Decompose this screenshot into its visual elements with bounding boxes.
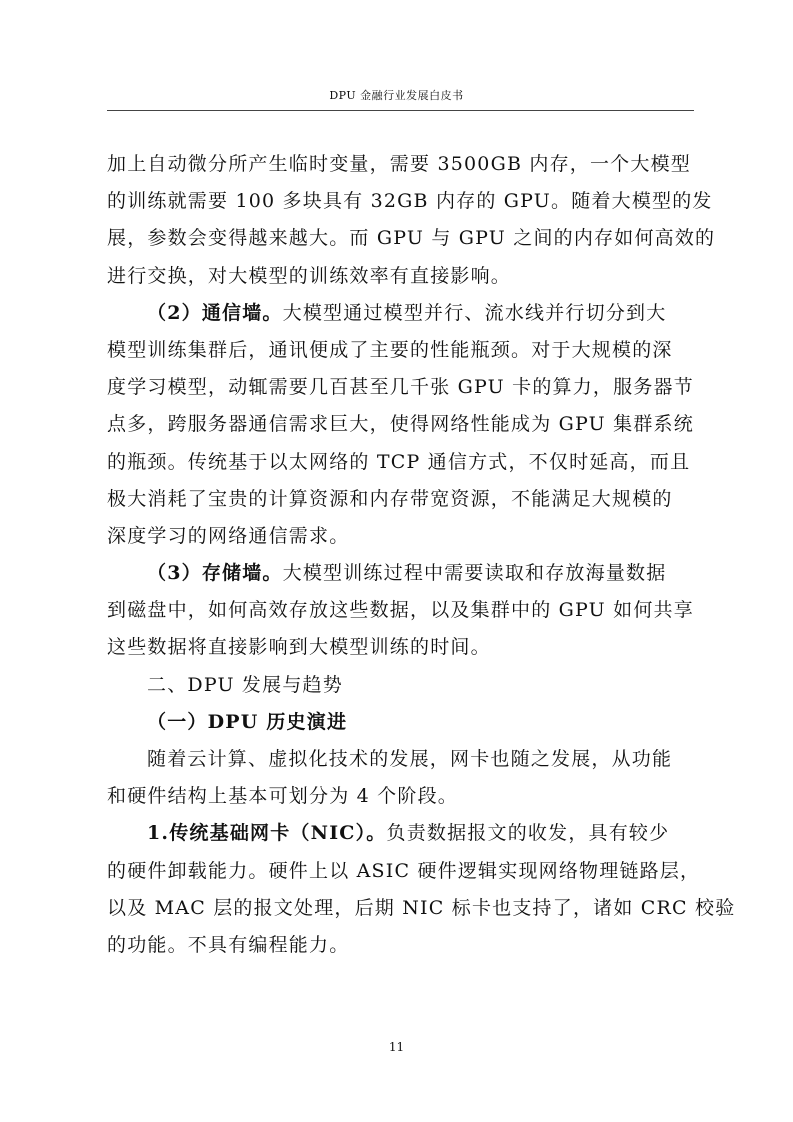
text-span: 大模型训练过程中需要读取和存放海量数据 [282, 562, 667, 585]
running-header: DPU 金融行业发展白皮书 [329, 89, 464, 102]
paragraph-communication-wall [107, 295, 694, 555]
page-body [107, 146, 736, 964]
text-line: 的功能。不具有编程能力。 [107, 933, 350, 956]
text-line [107, 295, 694, 332]
paragraph-traditional-nic [107, 815, 736, 964]
text-line: 加上自动微分所产生临时变量，需要 3500GB 内存，一个大模型 [107, 153, 691, 175]
text-line: 的训练就需要 100 多块具有 32GB 内存的 GPU。随着大模型的发 [107, 190, 713, 213]
text-line: 点多，跨服务器通信需求巨大，使得网络性能成为 GPU 集群系统 [107, 413, 694, 436]
paragraph-storage-wall [107, 555, 694, 667]
text-line: 到磁盘中，如何高效存放这些数据，以及集群中的 GPU 如何共享 [107, 599, 694, 622]
text-line: 随着云计算、虚拟化技术的发展，网卡也随之发展，从功能 [147, 748, 673, 770]
text-line: 和硬件结构上基本可划分为 4 个阶段。 [107, 785, 458, 808]
paragraph-memory-wall-continued [107, 146, 716, 295]
text-line: 模型训练集群后，通讯便成了主要的性能瓶颈。对于大规模的深 [107, 338, 673, 361]
text-line: 这些数据将直接影响到大模型训练的时间。 [107, 636, 491, 659]
text-line: 进行交换，对大模型的训练效率有直接影响。 [107, 264, 512, 287]
text-line [107, 555, 694, 592]
section-heading: 二、DPU 发展与趋势 [147, 673, 343, 696]
text-line [107, 815, 694, 852]
paragraph-dpu-history [107, 741, 694, 815]
inline-heading: （3）存储墙。 [147, 562, 283, 585]
text-line: 以及 MAC 层的报文处理，后期 NIC 标卡也支持了，诸如 CRC 校验 [107, 896, 736, 919]
text-line: 深度学习的网络通信需求。 [107, 524, 350, 547]
text-line: 的瓶颈。传统基于以太网络的 TCP 通信方式，不仅时延高，而且 [107, 450, 691, 473]
text-line: 展，参数会变得越来越大。而 GPU 与 GPU 之间的内存如何高效的 [107, 227, 716, 250]
header-divider [107, 110, 694, 111]
text-span: 负责数据报文的收发，具有较少 [386, 822, 670, 845]
subsection-heading: （一）DPU 历史演进 [147, 710, 348, 733]
inline-heading: 1.传统基础网卡（NIC）。 [147, 822, 387, 845]
text-line: 极大消耗了宝贵的计算资源和内存带宽资源，不能满足大规模的 [107, 487, 673, 510]
text-line: 的硬件卸载能力。硬件上以 ASIC 硬件逻辑实现网络物理链路层， [107, 859, 701, 882]
text-span: 大模型通过模型并行、流水线并行切分到大 [282, 301, 667, 324]
inline-heading: （2）通信墙。 [147, 301, 283, 324]
text-line: 度学习模型，动辄需要几百甚至几千张 GPU 卡的算力，服务器节 [107, 376, 694, 399]
page-number: 11 [388, 1040, 405, 1054]
